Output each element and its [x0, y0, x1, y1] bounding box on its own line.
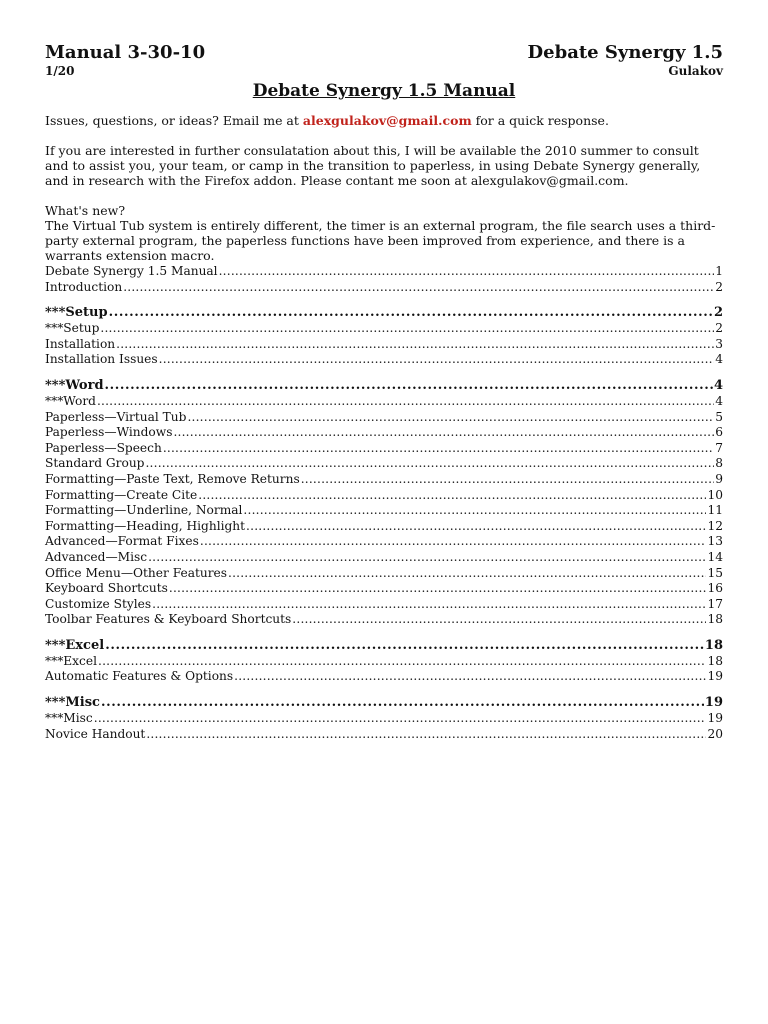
toc-entry[interactable] [45, 337, 723, 353]
toc-entry[interactable] [45, 503, 723, 519]
issues-prefix: Issues, questions, or ideas? Email me at [45, 113, 303, 128]
toc-page-number: 7 [715, 440, 723, 455]
toc-entry[interactable] [45, 425, 723, 441]
toc-dot-leader [101, 694, 704, 711]
header-left-title: Manual 3-30-10 [45, 42, 206, 63]
toc-entry-label: Paperless—Speech [45, 440, 162, 455]
toc-dot-leader [100, 321, 714, 337]
toc-entry-label: Office Menu—Other Features [45, 565, 227, 580]
toc-dot-leader [94, 711, 707, 727]
toc-dot-leader [97, 394, 714, 410]
toc-page-number: 2 [713, 305, 723, 321]
toc-entry[interactable] [45, 410, 723, 426]
toc-entry[interactable] [45, 264, 723, 280]
toc-page-number: 4 [715, 393, 723, 408]
toc-dot-leader [152, 597, 706, 613]
toc-dot-leader [234, 669, 706, 685]
toc-entry[interactable] [45, 280, 723, 296]
toc-page-number: 18 [707, 653, 723, 668]
toc-entry-label: Paperless—Windows [45, 425, 173, 440]
toc-entry[interactable] [45, 711, 723, 727]
toc-entry[interactable] [45, 597, 723, 613]
toc-entry[interactable] [45, 654, 723, 670]
toc-entry-label: Standard Group [45, 456, 145, 471]
toc-page-number: 1 [715, 264, 723, 278]
toc-dot-leader [116, 337, 714, 353]
page-indicator: 1/20 [45, 64, 75, 78]
toc-entry-label: Debate Synergy 1.5 Manual [45, 264, 218, 278]
toc-page-number: 16 [707, 581, 723, 596]
toc-entry-label: ***Setup [45, 305, 108, 321]
toc-entry-label: Formatting—Paste Text, Remove Returns [45, 471, 300, 486]
toc-entry-label: Formatting—Underline, Normal [45, 503, 243, 518]
toc-entry-label: Introduction [45, 279, 123, 294]
toc-dot-leader [198, 488, 706, 504]
toc-page-number: 2 [715, 279, 723, 294]
toc-entry-label: Advanced—Format Fixes [45, 534, 199, 549]
document-page [45, 42, 723, 742]
toc-dot-leader [301, 472, 715, 488]
toc-dot-leader [98, 654, 706, 670]
toc-entry-label: Installation [45, 336, 116, 351]
issues-paragraph [45, 113, 723, 128]
toc-entry[interactable] [45, 321, 723, 337]
toc-page-number: 8 [715, 456, 723, 471]
document-title: Debate Synergy 1.5 Manual [252, 81, 516, 101]
toc-dot-leader [200, 534, 707, 550]
toc-entry-label: Customize Styles [45, 596, 152, 611]
toc-page-number: 19 [704, 695, 723, 711]
toc-entry-label: ***Misc [45, 695, 100, 711]
consult-paragraph: If you are interested in further consulatation about this, I will be available the 2010 summer to consult and to assist you, your team, or camp in the transition to paperless, in using Debate Synergy generally, and in research with the Firefox addon. Please contant me soon at alexgulakov@gmail.com. [45, 143, 701, 188]
toc-page-number: 15 [707, 565, 723, 580]
toc-entry[interactable] [45, 550, 723, 566]
toc-entry-label: ***Excel [45, 637, 105, 653]
toc-entry-label: Automatic Features & Options [45, 669, 234, 684]
header-right-title: Debate Synergy 1.5 [527, 42, 723, 63]
toc-section-heading[interactable] [45, 304, 723, 321]
toc-entry-label: Advanced—Misc [45, 549, 148, 564]
toc-page-number: 19 [707, 711, 723, 726]
toc-page-number: 14 [707, 549, 723, 564]
toc-entry[interactable] [45, 352, 723, 368]
toc-dot-leader [105, 637, 704, 654]
toc-entry-label: Toolbar Features & Keyboard Shortcuts [45, 612, 292, 627]
toc-dot-leader [123, 280, 714, 296]
toc-page-number: 6 [715, 425, 723, 440]
toc-entry-label: Formatting—Create Cite [45, 487, 198, 502]
toc-page-number: 9 [715, 471, 723, 486]
toc-page-number: 4 [715, 352, 723, 367]
toc-dot-leader [219, 264, 715, 280]
table-of-contents [45, 264, 723, 742]
toc-entry[interactable] [45, 534, 723, 550]
toc-entry-label: ***Word [45, 377, 104, 393]
toc-dot-leader [173, 425, 714, 441]
toc-dot-leader [148, 550, 706, 566]
toc-entry-label: ***Word [45, 393, 96, 408]
toc-section-heading[interactable] [45, 377, 723, 394]
toc-entry[interactable] [45, 472, 723, 488]
toc-dot-leader [145, 456, 714, 472]
toc-entry[interactable] [45, 727, 723, 743]
toc-dot-leader [228, 566, 706, 582]
toc-dot-leader [187, 410, 714, 426]
header-author: Gulakov [668, 64, 723, 78]
toc-entry[interactable] [45, 669, 723, 685]
toc-dot-leader [292, 612, 706, 628]
toc-entry-label: Installation Issues [45, 352, 158, 367]
toc-entry[interactable] [45, 441, 723, 457]
toc-entry[interactable] [45, 612, 723, 628]
toc-entry-label: Formatting—Heading, Highlight [45, 518, 246, 533]
issues-suffix: for a quick response. [471, 113, 609, 128]
toc-dot-leader [146, 727, 706, 743]
toc-dot-leader [105, 377, 713, 394]
toc-entry[interactable] [45, 394, 723, 410]
toc-dot-leader [159, 352, 715, 368]
toc-entry-label: Paperless—Virtual Tub [45, 409, 187, 424]
toc-dot-leader [163, 441, 714, 457]
toc-entry-label: ***Misc [45, 711, 93, 726]
header-row-bottom [45, 64, 723, 78]
toc-section-heading[interactable] [45, 637, 723, 654]
toc-dot-leader [109, 304, 713, 321]
toc-page-number: 5 [715, 409, 723, 424]
toc-page-number: 18 [707, 612, 723, 627]
toc-entry-label: Keyboard Shortcuts [45, 581, 168, 596]
toc-page-number: 13 [707, 534, 723, 549]
toc-dot-leader [169, 581, 707, 597]
toc-entry-label: ***Setup [45, 321, 100, 336]
header-row-top [45, 42, 723, 64]
toc-entry[interactable] [45, 456, 723, 472]
toc-entry-label: Novice Handout [45, 726, 146, 741]
toc-page-number: 2 [715, 321, 723, 336]
whats-new-heading: What's new? [45, 203, 126, 218]
email-link[interactable]: alexgulakov@gmail.com [302, 113, 472, 128]
toc-entry[interactable] [45, 519, 723, 535]
toc-page-number: 3 [715, 336, 723, 351]
toc-page-number: 12 [707, 518, 723, 533]
toc-dot-leader [246, 519, 706, 535]
toc-entry[interactable] [45, 488, 723, 504]
toc-entry[interactable] [45, 566, 723, 582]
toc-page-number: 19 [707, 669, 723, 684]
toc-page-number: 20 [707, 726, 723, 741]
toc-page-number: 11 [707, 503, 723, 518]
toc-page-number: 4 [713, 377, 723, 393]
toc-entry-label: ***Excel [45, 653, 97, 668]
toc-page-number: 10 [707, 487, 723, 502]
toc-dot-leader [243, 503, 706, 519]
toc-section-heading[interactable] [45, 694, 723, 711]
toc-page-number: 18 [704, 637, 723, 653]
toc-page-number: 17 [707, 596, 723, 611]
toc-entry[interactable] [45, 581, 723, 597]
whats-new-paragraph: The Virtual Tub system is entirely different, the timer is an external program, the file search uses a third-party external program, the paperless functions have been improved from experience, and there is a warrants extension macro. [45, 218, 716, 263]
